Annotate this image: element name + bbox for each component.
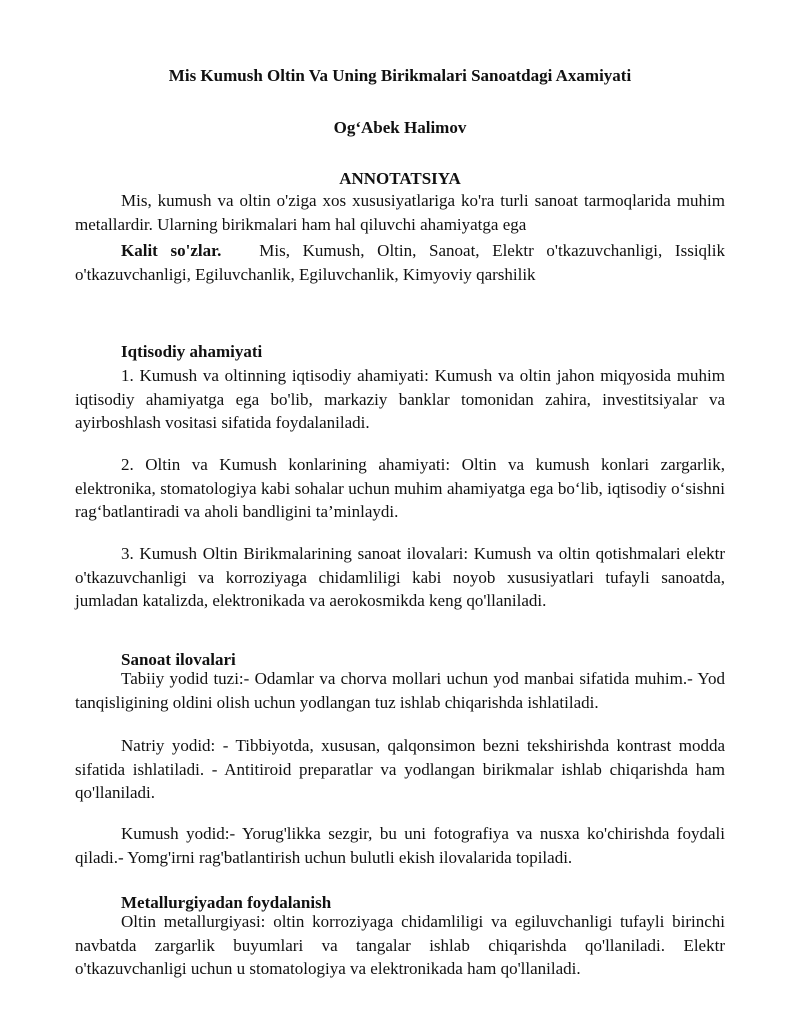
paragraph-economic-2: 2. Oltin va Kumush konlarining ahamiyati: Oltin va kumush konlari zargarlik, elektronika, stomatologiya kabi sohalar uchun muhim ahamiyatga ega bo‘lib, iqtisodiy o‘sishni rag‘batlantiradi va aholi bandligini ta’minlaydi. <box>75 455 725 522</box>
document-title: Mis Kumush Oltin Va Uning Birikmalari Sanoatdagi Axamiyati <box>168 66 632 85</box>
annotation-heading: ANNOTATSIYA <box>339 169 461 188</box>
keywords-paragraph <box>75 239 725 286</box>
paragraph-metallurgy-1: Oltin metallurgiyasi: oltin korroziyaga chidamliligi va egiluvchanligi tufayli birinchi navbatda zargarlik buyumlari va tangalar ishlab chiqarishda qo'llaniladi. Elektr o'tkazuvchanligi uchun u stomatologiya va elektronikada ham qo'llaniladi. <box>75 912 725 979</box>
keywords-label: Kalit so'zlar. <box>121 241 222 260</box>
paragraph-economic-3: 3. Kumush Oltin Birikmalarining sanoat ilovalari: Kumush va oltin qotishmalari elektr o'tkazuvchanligi va korroziyaga chidamliligi kabi noyob xususiyatlari tufayli sanoatda, jumladan katalizda, elektronikada va aerokosmikda keng qo'llaniladi. <box>75 544 725 611</box>
annotation-text: Mis, kumush va oltin o'ziga xos xususiyatlariga ko'ra turli sanoat tarmoqlarida muhim metallardir. Ularning birikmalari ham hal qiluvchi ahamiyatga ega <box>75 191 725 234</box>
paragraph-economic-1: 1. Kumush va oltinning iqtisodiy ahamiyati: Kumush va oltin jahon miqyosida muhim iqtisodiy ahamiyatga ega bo'lib, markaziy banklar tomonidan zahira, investitsiyalar va ayirboshlash vositasi sifatida foydalaniladi. <box>75 366 725 433</box>
author-name: Og‘Abek Halimov <box>333 118 467 137</box>
paragraph-industrial-1: Tabiiy yodid tuzi:- Odamlar va chorva mollari uchun yod manbai sifatida muhim.- Yod tanqisligining oldini olish uchun yodlangan tuz ishlab chiqarishda ishlatiladi. <box>75 669 725 712</box>
section-heading-metallurgy: Metallurgiyadan foydalanish <box>121 893 332 912</box>
paragraph-industrial-2: Natriy yodid: - Tibbiyotda, xususan, qalqonsimon bezni tekshirishda kontrast modda sifatida ishlatiladi. - Antitiroid preparatlar va yodlangan birikmalar ishlab chiqarishda ham qo'llaniladi. <box>75 736 725 803</box>
section-heading-industrial: Sanoat ilovalari <box>121 650 236 669</box>
section-heading-economic: Iqtisodiy ahamiyati <box>121 342 263 361</box>
paragraph-industrial-3: Kumush yodid:- Yorug'likka sezgir, bu uni fotografiya va nusxa ko'chirishda foydali qiladi.- Yomg'irni rag'batlantirish uchun bulutli ekish ilovalarida topiladi. <box>75 824 725 867</box>
keywords-text: Mis, Kumush, Oltin, Sanoat, Elektr o'tkazuvchanligi, Issiqlik o'tkazuvchanligi, Egiluvchanlik, Egiluvchanlik, Kimyoviy qarshilik <box>75 241 725 284</box>
